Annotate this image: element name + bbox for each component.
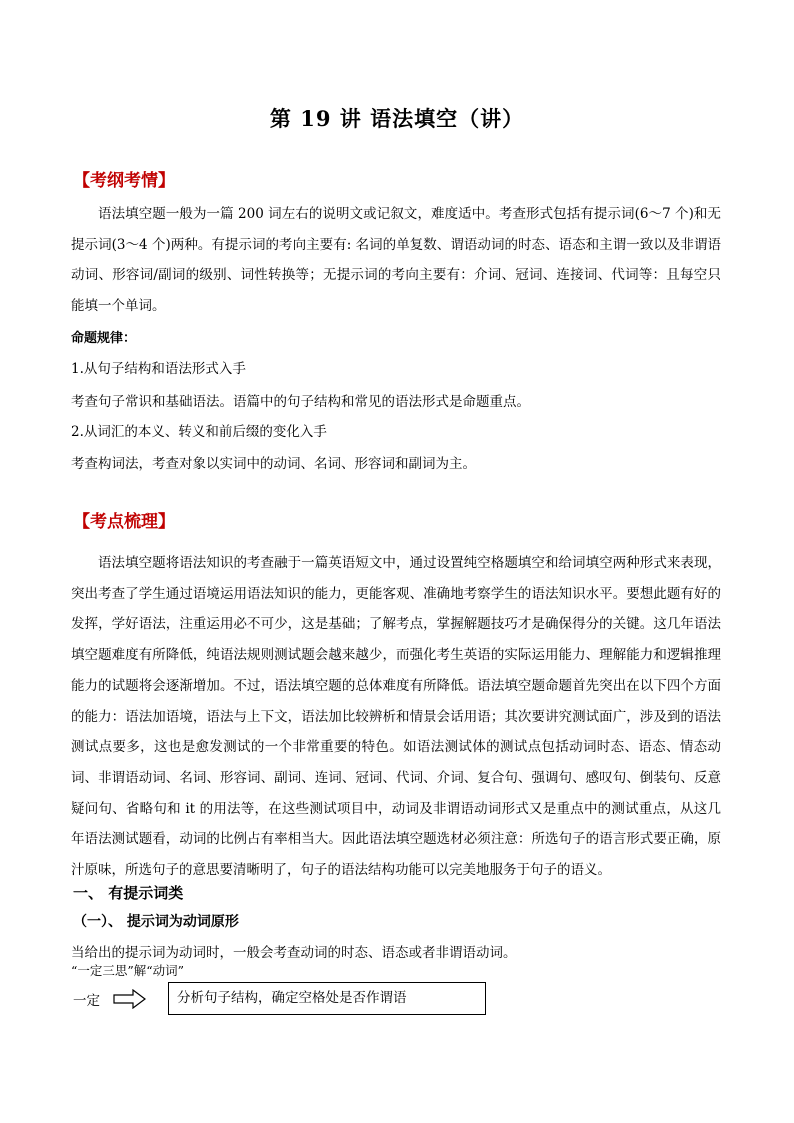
- section-heading-kaogang: 【考纲考情】: [73, 171, 175, 191]
- page-title: 第 19 讲 语法填空（讲）: [269, 106, 525, 131]
- rule-label: 命题规律：: [71, 331, 137, 346]
- kaodian-body-paragraph: 语法填空题将语法知识的考查融于一篇英语短文中，通过设置纯空格题填空和给词填空两种形式来表现，突出考查了学生通过语境运用语法知识的能力，更能客观、准确地考察学生的语法知识水平。要想此题有好的发挥，学好语法，注重运用必不可少，这是基础；了解考点，掌握解题技巧才是确保得分的关键。这几年语法填空题难度有所降低，纯语法规则测试题会越来越少，而强化考生英语的实际运用能力、理解能力和逻辑推理能力的试题将会逐渐增加。不过，语法填空题的总体难度有所降低。语法填空题命题首先突出在以下四个方面的能力：语法加语境，语法与上下文，语法加比较辨析和情景会话用语；其次要讲究测试面广，涉及到的语法测试点要多，这也是愈发测试的一个非常重要的特色。如语法测试体的测试点包括动词时态、语态、情态动词、非谓语动词、名词、形容词、副词、连词、冠词、代词、介词、复合句、强调句、感叹句、倒装句、反意疑问句、省略句和 it 的用法等，在这些测试项目中，动词及非谓语动词形式又是重点中的测试重点，从这几年语法测试题看，动词的比例占有率相当大。因此语法填空题选材必须注意：所选句子的语言形式要正确，原汁原味，所选句子的意思要清晰明了，句子的语法结构功能可以完美地服务于句子的语义。: [71, 555, 721, 879]
- kaogang-intro-paragraph: 语法填空题一般为一篇 200 词左右的说明文或记叙文，难度适中。考查形式包括有提示词(6～7 个)和无提示词(3～4 个)两种。有提示词的考向主要有: 名词的单复数、谓语动词的时态、语态和主谓一致以及非谓语动词、形容词/副词的级别、词性转换等；无提示词的考向主要有：介词、冠词、连接词、代词等：且每空只能填一个单词。: [71, 206, 721, 315]
- step-box: 分析句子结构，确定空格处是否作谓语: [168, 982, 486, 1015]
- section-heading-kaodian: 【考点梳理】: [73, 512, 175, 532]
- part1-heading: 一、 有提示词类: [73, 884, 184, 902]
- quote-line: “一定三思”解“动词”: [71, 963, 185, 978]
- step-label: 一定: [73, 993, 100, 1009]
- rule2-title: 2.从词汇的本义、转义和前后缀的变化入手: [71, 424, 327, 440]
- part1-sub-text: 当给出的提示词为动词时，一般会考查动词的时态、语态或者非谓语动词。: [71, 945, 517, 961]
- rule2-text: 考查构词法，考查对象以实词中的动词、名词、形容词和副词为主。: [71, 456, 476, 472]
- right-arrow-icon: [113, 989, 147, 1009]
- rule1-text: 考查句子常识和基础语法。语篇中的句子结构和常见的语法形式是命题重点。: [71, 394, 530, 410]
- part1-sub-heading: （一）、 提示词为动词原形: [73, 914, 239, 930]
- rule1-title: 1.从句子结构和语法形式入手: [71, 361, 246, 377]
